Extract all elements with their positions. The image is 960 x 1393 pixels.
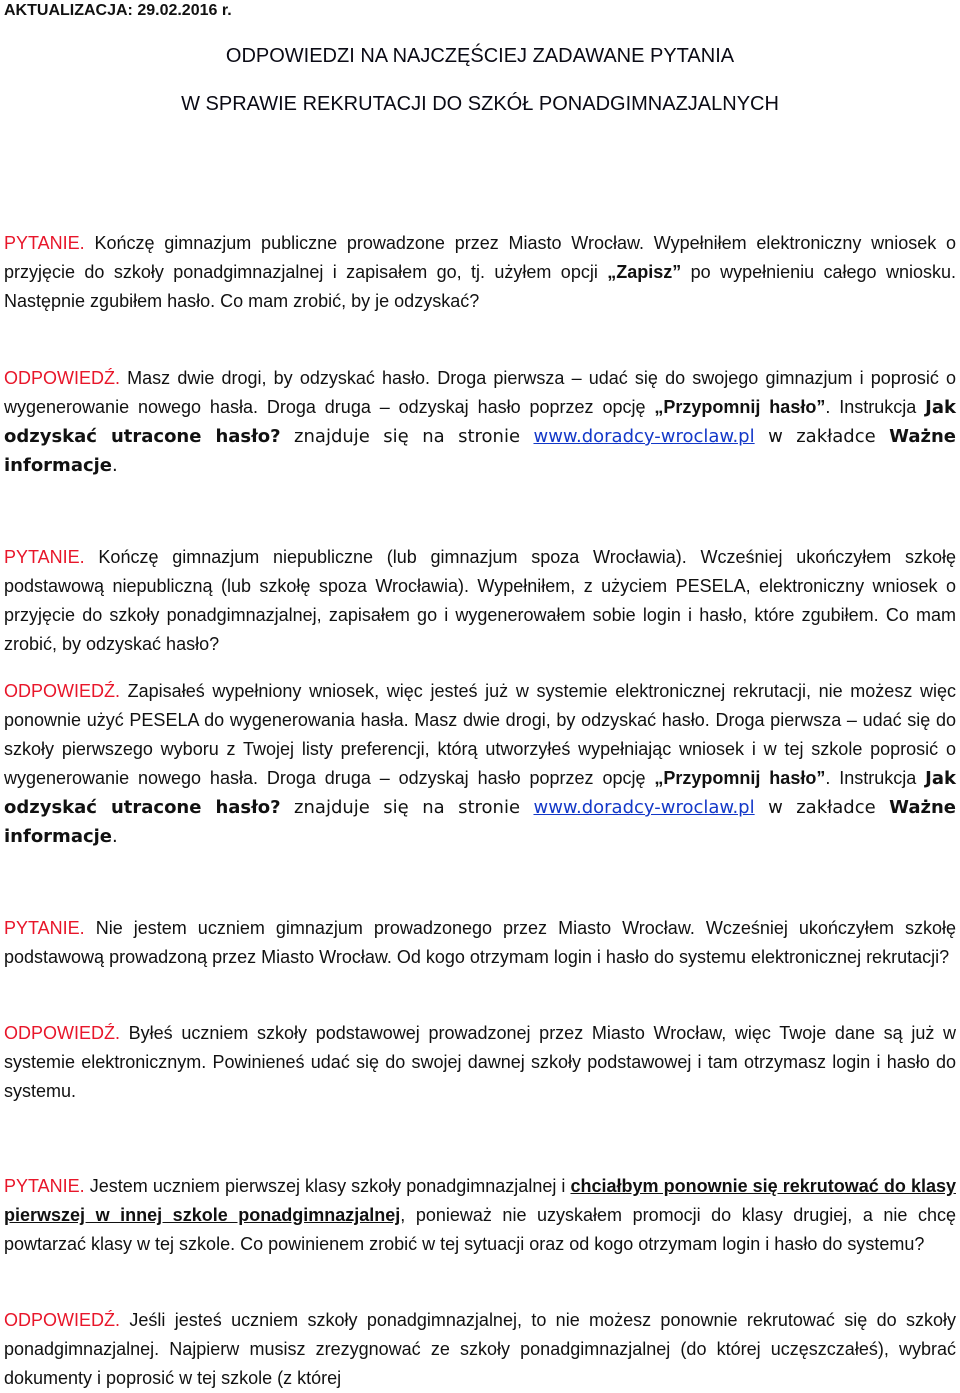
page-title-line-1: ODPOWIEDZI NA NAJCZĘŚCIEJ ZADAWANE PYTANIA: [225, 45, 735, 67]
question-label: PYTANIE.: [4, 547, 85, 567]
question-1-bold-zapisz: „Zapisz”: [607, 262, 682, 282]
answer-1-text-e: .: [112, 455, 118, 476]
answer-label: ODPOWIEDŹ.: [4, 368, 120, 388]
doradcy-link[interactable]: www.doradcy-wroclaw.pl: [533, 426, 755, 447]
answer-2-bold-przypomnij: „Przypomnij hasło”: [654, 768, 826, 788]
doradcy-link[interactable]: www.doradcy-wroclaw.pl: [533, 797, 755, 818]
question-label: PYTANIE.: [4, 1176, 85, 1196]
question-2-text: Kończę gimnazjum niepubliczne (lub gimnazjum spoza Wrocławia). Wcześniej ukończyłem szkołę podstawową niepubliczną (lub szkołę spoza Wrocławia). Wypełniłem, z użyciem PESELA, elektroniczny wniosek o przyjęcie do szkoły ponadgimnazjalnej, zapisałem go i wygenerowałem sobie login i hasło, które zgubiłem. Co mam zrobić, by odzyskać hasło?: [4, 547, 956, 654]
answer-1-text-c: znajduje się na stronie: [280, 426, 534, 447]
answer-1-bold-wazne: Ważne informacje: [4, 426, 956, 476]
question-4: [4, 1172, 956, 1259]
answer-1-text-a: Masz dwie drogi, by odzyskać hasło. Droga pierwsza – udać się do swojego gimnazjum i poprosić o wygenerowanie nowego hasła. Droga druga – odzyskaj hasło poprzez opcję: [4, 368, 956, 417]
question-1-text-a: Kończę gimnazjum publiczne prowadzone przez Miasto Wrocław. Wypełniłem elektroniczny wniosek o przyjęcie do szkoły ponadgimnazjalnej i zapisałem go, tj. użyłem opcji: [4, 233, 956, 282]
answer-2-text-e: .: [112, 826, 118, 847]
answer-label: ODPOWIEDŹ.: [4, 1310, 120, 1330]
answer-label: ODPOWIEDŹ.: [4, 1023, 120, 1043]
answer-2-bold-wazne: Ważne informacje: [4, 797, 956, 847]
answer-4-text: Jeśli jesteś uczniem szkoły ponadgimnazjalnej, to nie możesz ponownie rekrutować się do szkoły ponadgimnazjalnej. Najpierw musisz zrezygnować ze szkoły ponadgimnazjalnej (do której uczęszczałeś), wybrać dokumenty i poprosić w tej szkole (z której: [4, 1310, 956, 1388]
question-1: [4, 229, 956, 316]
question-4-text-b: , ponieważ nie uzyskałem promocji do klasy drugiej, a nie chcę powtarzać klasy w tej szkole. Co powinienem zrobić w tej sytuacji oraz od kogo otrzymam login i hasło do systemu?: [4, 1205, 956, 1254]
question-label: PYTANIE.: [4, 918, 85, 938]
question-4-text-a: Jestem uczniem pierwszej klasy szkoły ponadgimnazjalnej i: [84, 1176, 571, 1196]
answer-2-text-b: . Instrukcja: [825, 768, 926, 788]
question-4-underlined: chciałbym ponownie się rekrutować do klasy pierwszej w innej szkole ponadgimnazjalnej: [4, 1176, 956, 1225]
answer-2-text-d: w zakładce: [754, 797, 890, 818]
answer-1-text-b: . Instrukcja: [825, 397, 926, 417]
answer-4: [4, 1306, 956, 1393]
page-title-line-2: W SPRAWIE REKRUTACJI DO SZKÓŁ PONADGIMNAZJALNYCH: [181, 93, 779, 115]
question-3-text: Nie jestem uczniem gimnazjum prowadzonego przez Miasto Wrocław. Wcześniej ukończyłem szkołę podstawową prowadzoną przez Miasto Wrocław. Od kogo otrzymam login i hasło do systemu elektronicznej rekrutacji?: [4, 918, 956, 967]
answer-2-text-c: znajduje się na stronie: [280, 797, 534, 818]
answer-2-text-a: Zapisałeś wypełniony wniosek, więc jesteś już w systemie elektronicznej rekrutacji, nie możesz więc ponownie użyć PESELA do wygenerowania hasła. Masz dwie drogi, by odzyskać hasło. Droga pierwsza – udać się do szkoły pierwszego wyboru z Twojej listy preferencji, którą utworzyłeś wypełniając wniosek i w tej szkole poprosić o wygenerowanie nowego hasła. Droga druga – odzyskaj hasło poprzez opcję: [4, 681, 956, 788]
answer-3-text: Byłeś uczniem szkoły podstawowej prowadzonej przez Miasto Wrocław, więc Twoje dane są już w systemie elektronicznym. Powinieneś udać się do swojej dawnej szkoły podstawowej i tam otrzymasz login i hasło do systemu.: [4, 1023, 956, 1101]
answer-1-text-d: w zakładce: [754, 426, 890, 447]
answer-1-bold-przypomnij: „Przypomnij hasło”: [654, 397, 826, 417]
answer-1: [4, 364, 956, 480]
answer-label: ODPOWIEDŹ.: [4, 681, 120, 701]
question-3: [4, 914, 956, 972]
answer-2-bold-instrukcja: Jak odzyskać utracone hasło?: [4, 768, 956, 818]
answer-3: [4, 1019, 956, 1106]
update-date: AKTUALIZACJA: 29.02.2016 r.: [4, 2, 232, 19]
answer-1-bold-instrukcja: Jak odzyskać utracone hasło?: [4, 397, 956, 447]
question-1-text-b: po wypełnieniu całego wniosku. Następnie zgubiłem hasło. Co mam zrobić, by je odzyskać?: [4, 262, 956, 311]
answer-2: [4, 677, 956, 851]
question-2: [4, 543, 956, 659]
question-label: PYTANIE.: [4, 233, 85, 253]
